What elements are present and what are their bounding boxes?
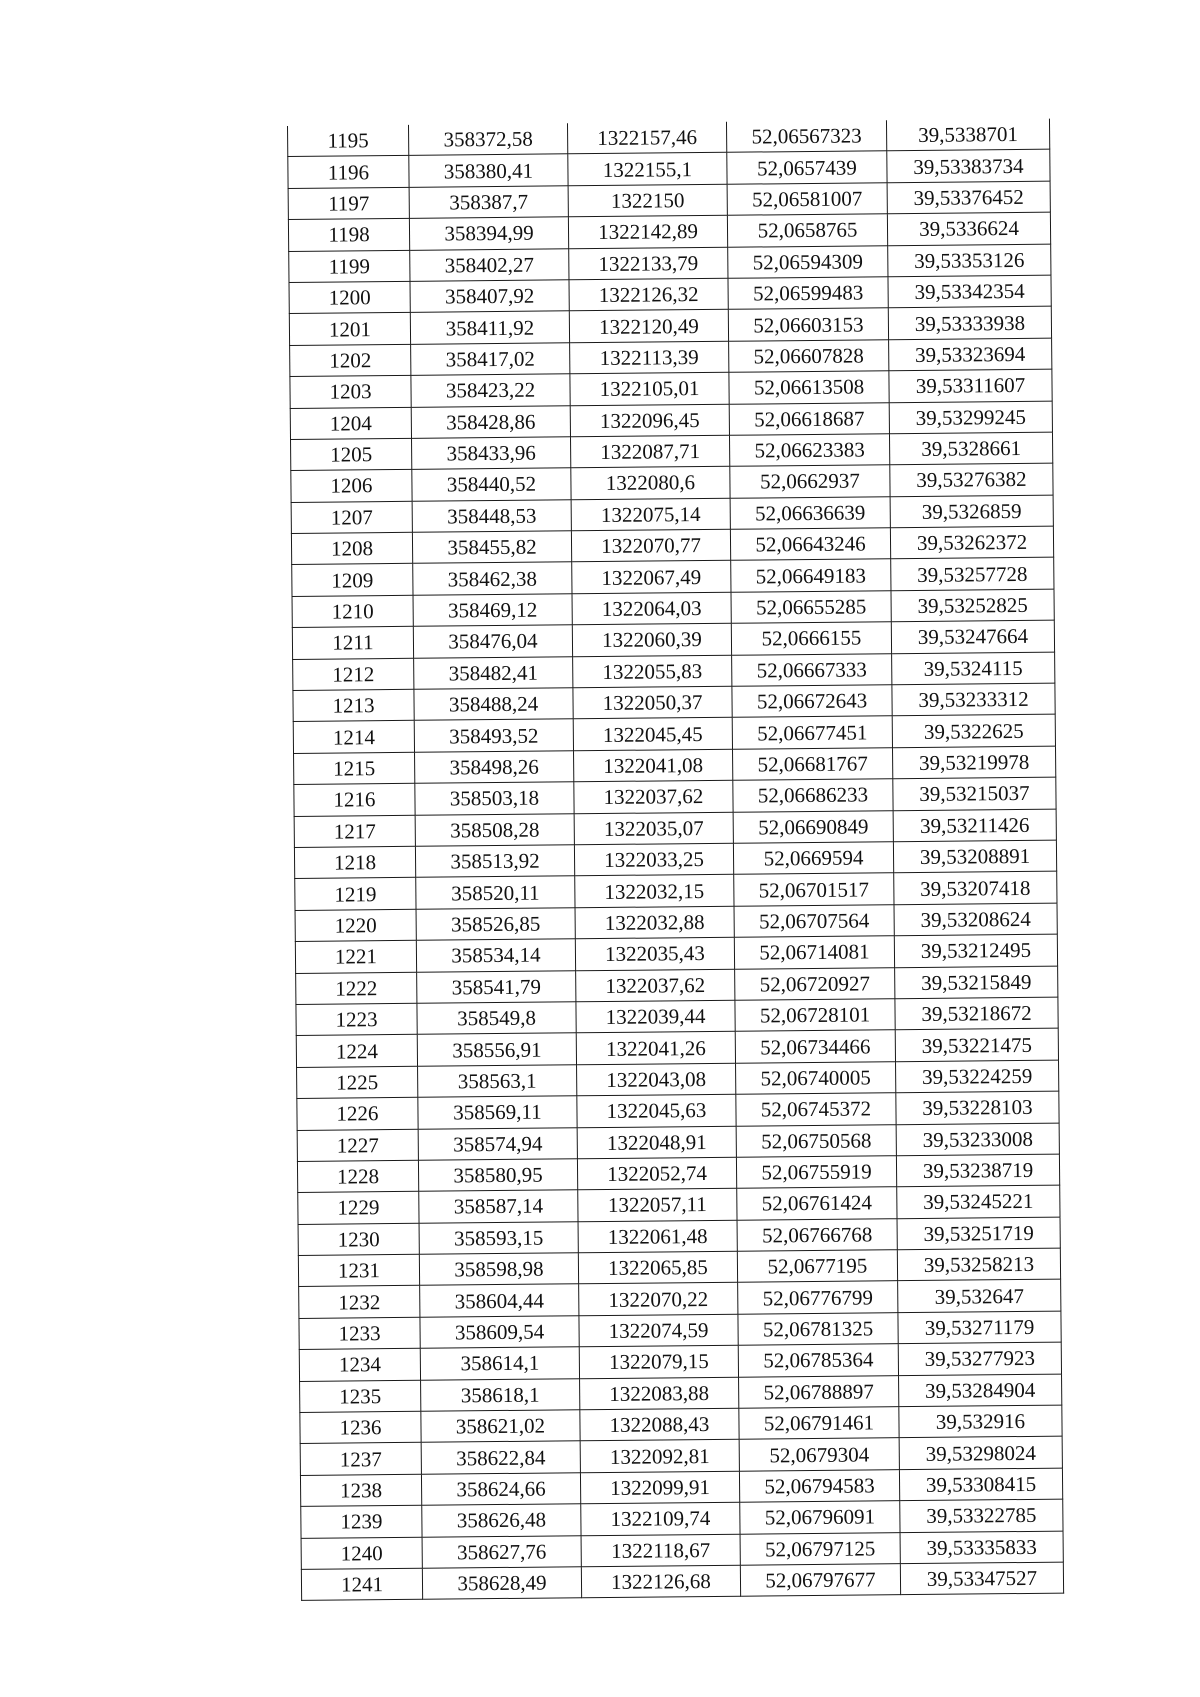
x-coordinate-cell: 358526,85 [416,908,575,941]
point-number-cell: 1205 [291,438,412,471]
point-number-cell: 1196 [288,156,409,189]
x-coordinate-cell: 358628,49 [422,1567,581,1600]
x-coordinate-cell: 358593,15 [419,1221,578,1254]
latitude-cell: 52,06794583 [739,1469,899,1502]
y-coordinate-cell: 1322096,45 [570,404,729,437]
longitude-cell: 39,532647 [898,1280,1061,1313]
x-coordinate-cell: 358428,86 [411,405,570,438]
y-coordinate-cell: 1322105,01 [570,372,729,405]
point-number-cell: 1240 [301,1537,422,1570]
longitude-cell: 39,53335833 [900,1531,1063,1564]
point-number-cell: 1215 [294,752,415,785]
y-coordinate-cell: 1322074,59 [579,1314,738,1347]
latitude-cell: 52,06797677 [740,1564,900,1597]
latitude-cell: 52,06734466 [735,1030,895,1063]
coordinates-table [287,119,1064,1602]
point-number-cell: 1206 [291,470,412,503]
latitude-cell: 52,06788897 [739,1375,899,1408]
longitude-cell: 39,5336624 [887,212,1050,245]
longitude-cell: 39,5326859 [890,495,1053,528]
x-coordinate-cell: 358624,66 [421,1473,580,1506]
y-coordinate-cell: 1322070,77 [571,529,730,562]
x-coordinate-cell: 358574,94 [418,1127,577,1160]
x-coordinate-cell: 358372,58 [408,123,567,155]
longitude-cell: 39,53245221 [897,1185,1060,1218]
x-coordinate-cell: 358380,41 [409,154,568,187]
y-coordinate-cell: 1322155,1 [568,153,727,186]
latitude-cell: 52,06667333 [732,653,892,686]
point-number-cell: 1217 [294,815,415,848]
longitude-cell: 39,53333938 [888,307,1051,340]
longitude-cell: 39,53322785 [900,1499,1063,1532]
point-number-cell: 1197 [288,187,409,220]
longitude-cell: 39,53311607 [889,369,1052,402]
y-coordinate-cell: 1322118,67 [581,1534,740,1567]
latitude-cell: 52,0658765 [727,214,887,247]
x-coordinate-cell: 358569,11 [418,1096,577,1129]
y-coordinate-cell: 1322113,39 [570,341,729,374]
longitude-cell: 39,53308415 [899,1468,1062,1501]
point-number-cell: 1232 [299,1286,420,1319]
x-coordinate-cell: 358614,1 [420,1347,579,1380]
y-coordinate-cell: 1322150 [568,184,727,217]
longitude-cell: 39,5328661 [889,432,1052,465]
point-number-cell: 1227 [297,1129,418,1162]
x-coordinate-cell: 358513,92 [415,845,574,878]
x-coordinate-cell: 358462,38 [413,562,572,595]
x-coordinate-cell: 358455,82 [412,531,571,564]
point-number-cell: 1200 [289,281,410,314]
y-coordinate-cell: 1322050,37 [573,686,732,719]
point-number-cell: 1212 [293,658,414,691]
x-coordinate-cell: 358493,52 [414,719,573,752]
y-coordinate-cell: 1322126,68 [581,1565,740,1598]
longitude-cell: 39,53215037 [893,777,1056,810]
y-coordinate-cell: 1322142,89 [568,215,727,248]
latitude-cell: 52,06607828 [729,339,889,372]
latitude-cell: 52,06649183 [731,559,891,592]
point-number-cell: 1228 [297,1160,418,1193]
latitude-cell: 52,0662937 [730,465,890,498]
y-coordinate-cell: 1322035,07 [574,812,733,845]
x-coordinate-cell: 358549,8 [417,1002,576,1035]
latitude-cell: 52,06728101 [735,999,895,1032]
point-number-cell: 1211 [292,627,413,660]
x-coordinate-cell: 358394,99 [409,217,568,250]
latitude-cell: 52,06766768 [737,1218,897,1251]
longitude-cell: 39,532916 [899,1405,1062,1438]
x-coordinate-cell: 358476,04 [413,625,572,658]
longitude-cell: 39,53342354 [888,275,1051,308]
point-number-cell: 1208 [291,532,412,565]
latitude-cell: 52,06707564 [734,904,894,937]
x-coordinate-cell: 358469,12 [413,594,572,627]
x-coordinate-cell: 358433,96 [412,437,571,470]
latitude-cell: 52,06623383 [729,434,889,467]
latitude-cell: 52,06643246 [730,528,890,561]
y-coordinate-cell: 1322048,91 [577,1126,736,1159]
point-number-cell: 1214 [293,721,414,754]
y-coordinate-cell: 1322075,14 [571,498,730,531]
y-coordinate-cell: 1322126,32 [569,278,728,311]
longitude-cell: 39,53208891 [893,840,1056,873]
x-coordinate-cell: 358411,92 [410,311,569,344]
y-coordinate-cell: 1322045,63 [577,1094,736,1127]
longitude-cell: 39,53383734 [887,150,1050,183]
longitude-cell: 39,53251719 [897,1217,1060,1250]
point-number-cell: 1226 [297,1097,418,1130]
point-number-cell: 1237 [300,1443,421,1476]
latitude-cell: 52,06750568 [736,1124,896,1157]
latitude-cell: 52,06581007 [727,183,887,216]
x-coordinate-cell: 358587,14 [419,1190,578,1223]
point-number-cell: 1199 [289,250,410,283]
point-number-cell: 1230 [298,1223,419,1256]
point-number-cell: 1241 [301,1568,422,1601]
y-coordinate-cell: 1322120,49 [569,310,728,343]
latitude-cell: 52,06677451 [732,716,892,749]
x-coordinate-cell: 358563,1 [418,1064,577,1097]
longitude-cell: 39,5322625 [892,715,1055,748]
longitude-cell: 39,53207418 [894,872,1057,905]
point-number-cell: 1222 [296,972,417,1005]
x-coordinate-cell: 358618,1 [421,1378,580,1411]
y-coordinate-cell: 1322088,43 [580,1408,739,1441]
latitude-cell: 52,0657439 [727,151,887,184]
point-number-cell: 1198 [288,219,409,252]
y-coordinate-cell: 1322039,44 [576,1000,735,1033]
x-coordinate-cell: 358520,11 [416,876,575,909]
latitude-cell: 52,0677195 [737,1250,897,1283]
x-coordinate-cell: 358626,48 [422,1504,581,1537]
point-number-cell: 1231 [298,1254,419,1287]
longitude-cell: 39,53238719 [896,1154,1059,1187]
latitude-cell: 52,06599483 [728,277,888,310]
x-coordinate-cell: 358534,14 [416,939,575,972]
x-coordinate-cell: 358440,52 [412,468,571,501]
longitude-cell: 39,53233312 [892,683,1055,716]
y-coordinate-cell: 1322045,45 [573,718,732,751]
latitude-cell: 52,06618687 [729,402,889,435]
point-number-cell: 1220 [295,909,416,942]
latitude-cell: 52,06636639 [730,496,890,529]
y-coordinate-cell: 1322041,08 [574,749,733,782]
latitude-cell: 52,06781325 [738,1313,898,1346]
point-number-cell: 1195 [287,125,408,157]
point-number-cell: 1221 [295,940,416,973]
latitude-cell: 52,06594309 [728,245,888,278]
latitude-cell: 52,06745372 [736,1093,896,1126]
longitude-cell: 39,53221475 [895,1028,1058,1061]
point-number-cell: 1219 [295,878,416,911]
x-coordinate-cell: 358417,02 [411,343,570,376]
x-coordinate-cell: 358498,26 [415,751,574,784]
longitude-cell: 39,53277923 [898,1342,1061,1375]
y-coordinate-cell: 1322060,39 [572,624,731,657]
point-number-cell: 1229 [298,1192,419,1225]
point-number-cell: 1236 [300,1411,421,1444]
latitude-cell: 52,06701517 [734,873,894,906]
latitude-cell: 52,06797125 [740,1532,900,1565]
longitude-cell: 39,53212495 [894,934,1057,967]
point-number-cell: 1218 [294,846,415,879]
latitude-cell: 52,06755919 [736,1156,896,1189]
y-coordinate-cell: 1322061,48 [578,1220,737,1253]
x-coordinate-cell: 358407,92 [410,280,569,313]
longitude-cell: 39,53258213 [897,1248,1060,1281]
x-coordinate-cell: 358387,7 [409,186,568,219]
x-coordinate-cell: 358503,18 [415,782,574,815]
longitude-cell: 39,53252825 [891,589,1054,622]
longitude-cell: 39,53228103 [896,1091,1059,1124]
y-coordinate-cell: 1322157,46 [567,122,726,154]
x-coordinate-cell: 358556,91 [417,1033,576,1066]
longitude-cell: 39,53247664 [891,620,1054,653]
y-coordinate-cell: 1322083,88 [580,1377,739,1410]
point-number-cell: 1224 [296,1035,417,1068]
y-coordinate-cell: 1322057,11 [578,1189,737,1222]
point-number-cell: 1204 [290,407,411,440]
point-number-cell: 1234 [299,1349,420,1382]
point-number-cell: 1223 [296,1003,417,1036]
longitude-cell: 39,53219978 [892,746,1055,779]
longitude-cell: 39,53257728 [891,558,1054,591]
y-coordinate-cell: 1322032,88 [575,906,734,939]
x-coordinate-cell: 358508,28 [415,813,574,846]
point-number-cell: 1201 [289,313,410,346]
point-number-cell: 1233 [299,1317,420,1350]
y-coordinate-cell: 1322079,15 [579,1345,738,1378]
longitude-cell: 39,53208624 [894,903,1057,936]
y-coordinate-cell: 1322037,62 [576,969,735,1002]
point-number-cell: 1209 [292,564,413,597]
y-coordinate-cell: 1322099,91 [580,1471,739,1504]
longitude-cell: 39,5324115 [892,652,1055,685]
longitude-cell: 39,53233008 [896,1123,1059,1156]
y-coordinate-cell: 1322087,71 [570,435,729,468]
x-coordinate-cell: 358423,22 [411,374,570,407]
longitude-cell: 39,53276382 [890,463,1053,496]
longitude-cell: 39,53353126 [888,244,1051,277]
latitude-cell: 52,06681767 [733,748,893,781]
y-coordinate-cell: 1322052,74 [577,1157,736,1190]
point-number-cell: 1239 [301,1505,422,1538]
latitude-cell: 52,06686233 [733,779,893,812]
x-coordinate-cell: 358402,27 [410,248,569,281]
coordinates-table-body [287,119,1063,1601]
x-coordinate-cell: 358604,44 [420,1284,579,1317]
point-number-cell: 1203 [290,375,411,408]
y-coordinate-cell: 1322092,81 [580,1440,739,1473]
y-coordinate-cell: 1322033,25 [574,843,733,876]
longitude-cell: 39,53211426 [893,809,1056,842]
point-number-cell: 1213 [293,689,414,722]
x-coordinate-cell: 358622,84 [421,1441,580,1474]
x-coordinate-cell: 358580,95 [418,1159,577,1192]
latitude-cell: 52,06785364 [738,1344,898,1377]
x-coordinate-cell: 358627,76 [422,1535,581,1568]
longitude-cell: 39,53271179 [898,1311,1061,1344]
y-coordinate-cell: 1322067,49 [572,561,731,594]
y-coordinate-cell: 1322041,26 [576,1032,735,1065]
y-coordinate-cell: 1322035,43 [575,937,734,970]
longitude-cell: 39,53298024 [899,1437,1062,1470]
latitude-cell: 52,06690849 [733,810,893,843]
y-coordinate-cell: 1322043,08 [577,1063,736,1096]
longitude-cell: 39,53224259 [896,1060,1059,1093]
y-coordinate-cell: 1322070,22 [579,1283,738,1316]
y-coordinate-cell: 1322055,83 [573,655,732,688]
y-coordinate-cell: 1322109,74 [581,1502,740,1535]
x-coordinate-cell: 358598,98 [419,1253,578,1286]
point-number-cell: 1238 [300,1474,421,1507]
x-coordinate-cell: 358488,24 [414,688,573,721]
x-coordinate-cell: 358541,79 [417,970,576,1003]
longitude-cell: 39,53376452 [887,181,1050,214]
longitude-cell: 39,5338701 [886,119,1049,151]
y-coordinate-cell: 1322032,15 [575,875,734,908]
point-number-cell: 1216 [294,784,415,817]
y-coordinate-cell: 1322037,62 [574,780,733,813]
point-number-cell: 1207 [291,501,412,534]
longitude-cell: 39,53284904 [899,1374,1062,1407]
y-coordinate-cell: 1322133,79 [569,247,728,280]
x-coordinate-cell: 358482,41 [414,656,573,689]
point-number-cell: 1225 [297,1066,418,1099]
y-coordinate-cell: 1322064,03 [572,592,731,625]
latitude-cell: 52,06740005 [736,1061,896,1094]
y-coordinate-cell: 1322080,6 [571,467,730,500]
x-coordinate-cell: 358621,02 [421,1410,580,1443]
x-coordinate-cell: 358609,54 [420,1316,579,1349]
point-number-cell: 1235 [300,1380,421,1413]
longitude-cell: 39,53299245 [889,401,1052,434]
point-number-cell: 1210 [292,595,413,628]
table-row [301,1562,1063,1601]
longitude-cell: 39,53215849 [895,966,1058,999]
latitude-cell: 52,06776799 [738,1281,898,1314]
longitude-cell: 39,53347527 [900,1562,1063,1595]
latitude-cell: 52,06567323 [726,120,886,152]
latitude-cell: 52,06761424 [737,1187,897,1220]
latitude-cell: 52,06672643 [732,685,892,718]
longitude-cell: 39,53218672 [895,997,1058,1030]
y-coordinate-cell: 1322065,85 [578,1251,737,1284]
latitude-cell: 52,0679304 [739,1438,899,1471]
latitude-cell: 52,0666155 [731,622,891,655]
latitude-cell: 52,06655285 [731,591,891,624]
longitude-cell: 39,53262372 [890,526,1053,559]
latitude-cell: 52,0669594 [733,842,893,875]
point-number-cell: 1202 [290,344,411,377]
x-coordinate-cell: 358448,53 [412,499,571,532]
latitude-cell: 52,06714081 [734,936,894,969]
latitude-cell: 52,06791461 [739,1407,899,1440]
latitude-cell: 52,06720927 [735,967,895,1000]
latitude-cell: 52,06603153 [728,308,888,341]
latitude-cell: 52,06796091 [740,1501,900,1534]
latitude-cell: 52,06613508 [729,371,889,404]
longitude-cell: 39,53323694 [889,338,1052,371]
